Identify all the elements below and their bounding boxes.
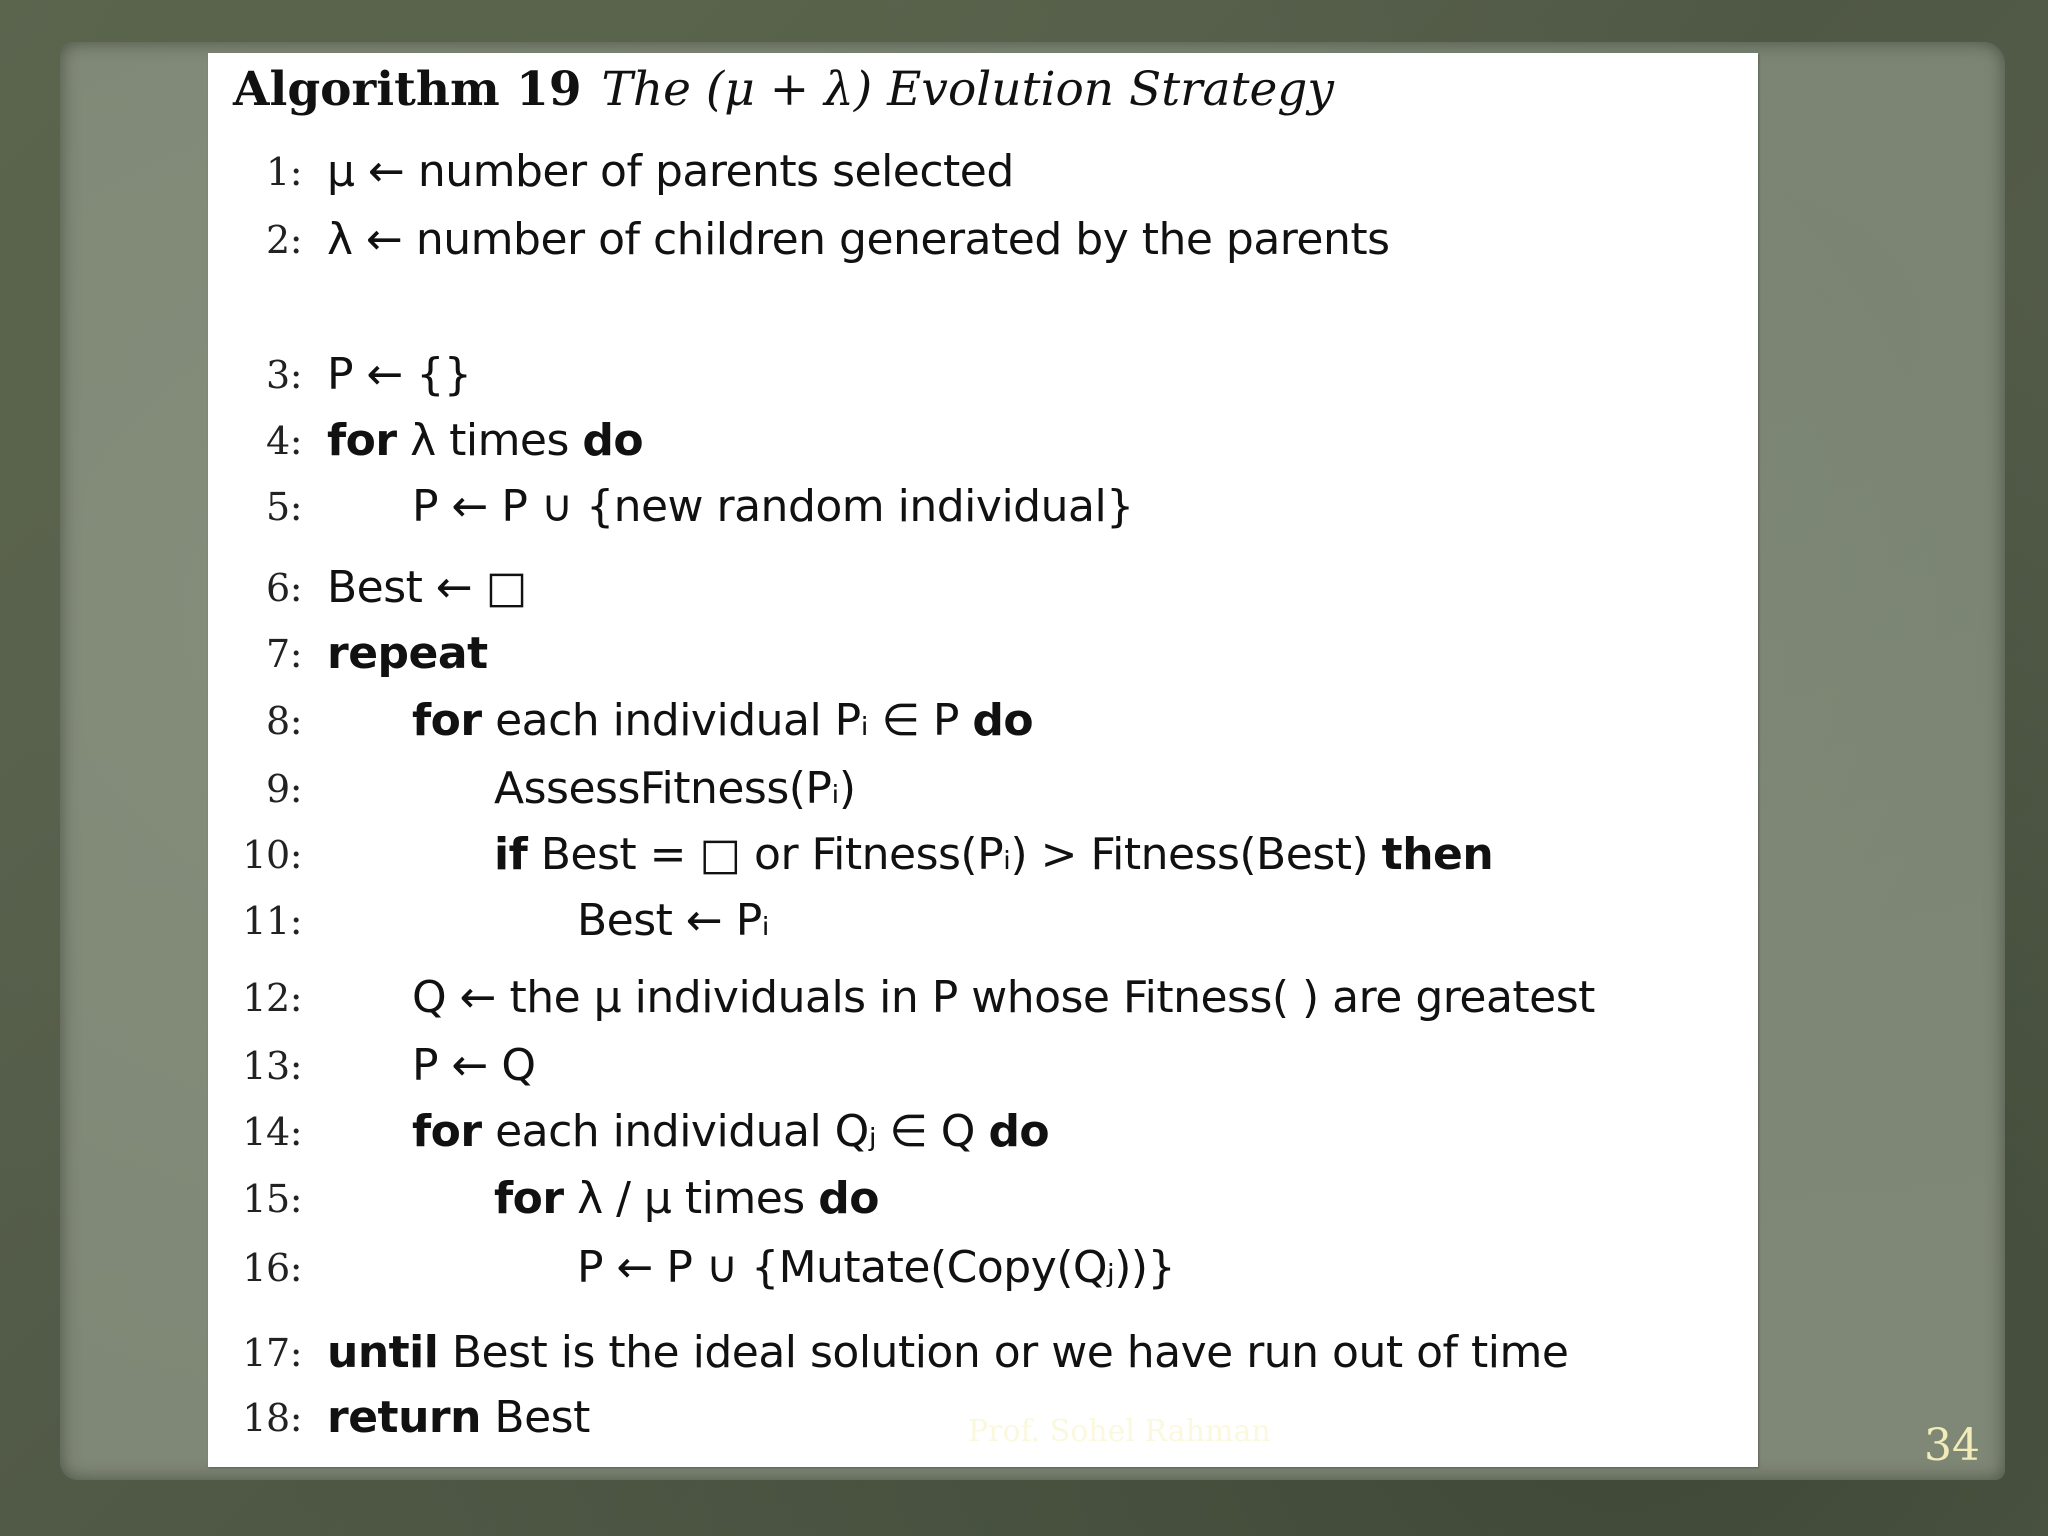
line-code: for each individual Qⱼ ∈ Q do <box>412 1106 1050 1157</box>
line-code: μ ← number of parents selected <box>327 146 1014 197</box>
line-number: 15: <box>242 1177 302 1221</box>
line-number: 12: <box>242 976 302 1020</box>
line-code: for λ / μ times do <box>494 1173 879 1224</box>
line-number: 18: <box>242 1396 302 1440</box>
line-number: 4: <box>266 419 302 463</box>
line-number: 17: <box>242 1331 302 1375</box>
line-code: P ← Q <box>412 1040 536 1091</box>
line-code: for λ times do <box>327 415 644 466</box>
line-number: 9: <box>266 767 302 811</box>
line-code: AssessFitness(Pᵢ) <box>494 763 856 814</box>
line-code: P ← {} <box>327 349 472 400</box>
line-code: Q ← the μ individuals in P whose Fitness( ) are greatest <box>412 972 1595 1023</box>
slide-footer-author: Prof. Sohel Rahman <box>968 1414 1271 1449</box>
line-number: 8: <box>266 699 302 743</box>
algorithm-title <box>233 62 1334 118</box>
slide-page-number: 34 <box>1924 1420 1980 1471</box>
line-code: Best ← Pᵢ <box>577 895 770 946</box>
algorithm-label: Algorithm 19 <box>233 62 582 117</box>
line-code: return Best <box>327 1392 590 1443</box>
line-number: 11: <box>242 899 302 943</box>
line-number: 16: <box>242 1246 302 1290</box>
line-code: P ← P ∪ {new random individual} <box>412 481 1134 532</box>
line-number: 10: <box>242 833 302 877</box>
line-code: Best ← □ <box>327 562 527 613</box>
line-code: for each individual Pᵢ ∈ P do <box>412 695 1034 746</box>
line-code: until Best is the ideal solution or we have run out of time <box>327 1327 1569 1378</box>
line-code: if Best = □ or Fitness(Pᵢ) > Fitness(Best) then <box>494 829 1494 880</box>
line-number: 13: <box>242 1044 302 1088</box>
line-number: 5: <box>266 485 302 529</box>
line-number: 3: <box>266 353 302 397</box>
line-number: 14: <box>242 1110 302 1154</box>
line-code: P ← P ∪ {Mutate(Copy(Qⱼ))} <box>577 1242 1176 1293</box>
line-number: 1: <box>266 150 302 194</box>
line-number: 7: <box>266 632 302 676</box>
algorithm-name: The (μ + λ) Evolution Strategy <box>601 62 1334 117</box>
line-number: 6: <box>266 566 302 610</box>
line-number: 2: <box>266 218 302 262</box>
line-code: repeat <box>327 628 488 679</box>
line-code: λ ← number of children generated by the parents <box>327 214 1390 265</box>
